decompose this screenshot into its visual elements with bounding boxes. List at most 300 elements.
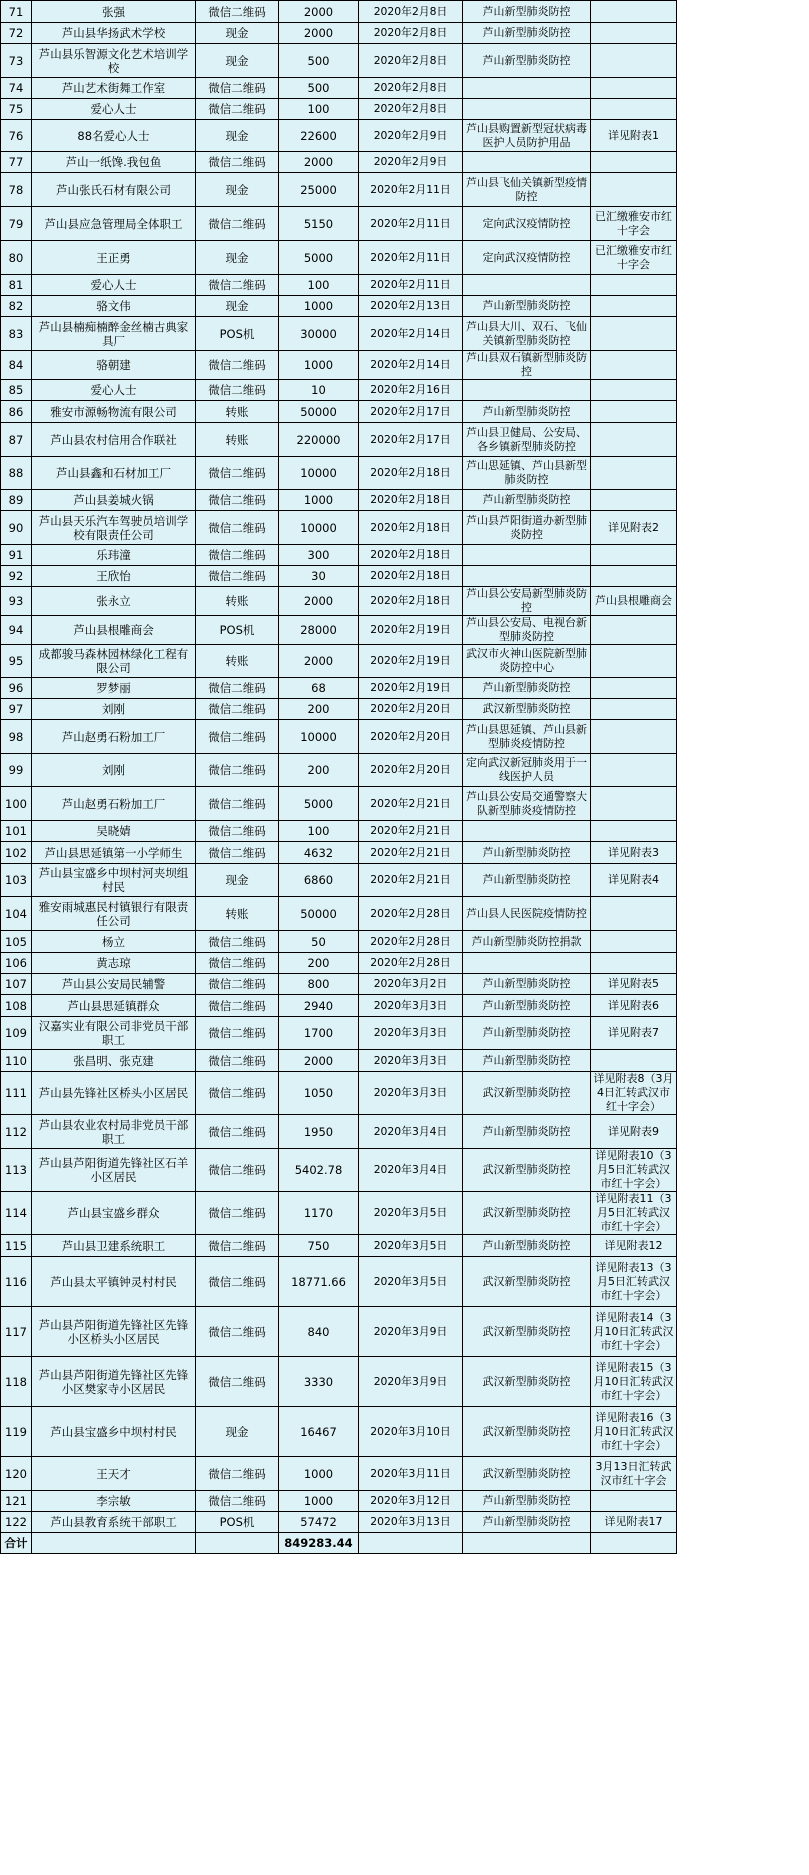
amount-cell: 1950 — [279, 1115, 359, 1149]
remarks-cell — [591, 678, 677, 699]
donor-name-cell: 张强 — [32, 1, 196, 23]
row-number-cell: 112 — [1, 1115, 32, 1149]
donor-name-cell: 刘刚 — [32, 754, 196, 787]
payment-method-cell: 微信二维码 — [196, 545, 279, 566]
amount-cell: 2000 — [279, 1050, 359, 1072]
payment-method-cell: 微信二维码 — [196, 1307, 279, 1357]
row-number-cell: 93 — [1, 587, 32, 616]
donor-name-cell: 芦山县教育系统干部职工 — [32, 1512, 196, 1533]
row-number-cell: 98 — [1, 720, 32, 754]
row-number-cell: 92 — [1, 566, 32, 587]
amount-cell: 5402.78 — [279, 1149, 359, 1192]
table-row — [1, 699, 677, 720]
donor-name-cell: 芦山张氏石材有限公司 — [32, 173, 196, 207]
donor-name-cell: 芦山县芦阳街道先锋社区石羊小区居民 — [32, 1149, 196, 1192]
donor-name-cell: 汉嘉实业有限公司非党员干部职工 — [32, 1017, 196, 1050]
donation-date-cell: 2020年2月9日 — [359, 120, 463, 152]
row-number-cell: 75 — [1, 99, 32, 120]
row-number-cell: 95 — [1, 645, 32, 678]
remarks-cell: 详见附表13（3月5日汇转武汉市红十字会） — [591, 1257, 677, 1307]
table-row — [1, 1050, 677, 1072]
row-number-cell: 121 — [1, 1491, 32, 1512]
donor-name-cell: 爱心人士 — [32, 380, 196, 401]
donation-date-cell: 2020年3月5日 — [359, 1257, 463, 1307]
table-row — [1, 897, 677, 931]
row-number-cell: 106 — [1, 953, 32, 974]
row-number-cell: 78 — [1, 173, 32, 207]
donation-date-cell: 2020年2月18日 — [359, 490, 463, 511]
payment-method-cell: 微信二维码 — [196, 511, 279, 545]
donation-date-cell: 2020年2月18日 — [359, 511, 463, 545]
table-row — [1, 1257, 677, 1307]
row-number-cell: 111 — [1, 1072, 32, 1115]
row-number-cell: 119 — [1, 1407, 32, 1457]
donation-date-cell: 2020年2月21日 — [359, 787, 463, 821]
row-number-cell: 97 — [1, 699, 32, 720]
designated-use-cell: 武汉市火神山医院新型肺炎防控中心 — [463, 645, 591, 678]
designated-use-cell — [463, 99, 591, 120]
table-row — [1, 931, 677, 953]
row-number-cell: 122 — [1, 1512, 32, 1533]
payment-method-cell: 微信二维码 — [196, 457, 279, 490]
payment-method-cell: 现金 — [196, 1407, 279, 1457]
designated-use-cell: 武汉新型肺炎防控 — [463, 1257, 591, 1307]
remarks-cell — [591, 23, 677, 44]
donation-date-cell: 2020年2月17日 — [359, 423, 463, 457]
amount-cell: 1170 — [279, 1192, 359, 1235]
designated-use-cell — [463, 78, 591, 99]
donor-name-cell: 芦山县公安局民辅警 — [32, 974, 196, 995]
donation-date-cell: 2020年2月19日 — [359, 616, 463, 645]
row-number-cell: 88 — [1, 457, 32, 490]
donor-name-cell: 吴晓婧 — [32, 821, 196, 842]
remarks-cell — [591, 401, 677, 423]
remarks-cell: 已汇缴雅安市红十字会 — [591, 241, 677, 275]
donor-name-cell: 芦山赵勇石粉加工厂 — [32, 720, 196, 754]
designated-use-cell: 芦山县飞仙关镇新型疫情防控 — [463, 173, 591, 207]
amount-cell: 2000 — [279, 587, 359, 616]
donor-name-cell: 爱心人士 — [32, 275, 196, 296]
donor-name-cell: 芦山一纸馋.我包鱼 — [32, 152, 196, 173]
amount-cell: 100 — [279, 99, 359, 120]
designated-use-cell: 芦山新型肺炎防控捐款 — [463, 931, 591, 953]
payment-method-cell: POS机 — [196, 616, 279, 645]
row-number-cell: 107 — [1, 974, 32, 995]
payment-method-cell: 转账 — [196, 401, 279, 423]
donation-date-cell: 2020年2月8日 — [359, 99, 463, 120]
donation-date-cell: 2020年3月4日 — [359, 1149, 463, 1192]
remarks-cell — [591, 44, 677, 78]
designated-use-cell: 定向武汉疫情防控 — [463, 207, 591, 241]
amount-cell: 2940 — [279, 995, 359, 1017]
payment-method-cell: 微信二维码 — [196, 152, 279, 173]
row-number-cell: 115 — [1, 1235, 32, 1257]
remarks-cell: 详见附表3 — [591, 842, 677, 864]
amount-cell: 100 — [279, 821, 359, 842]
payment-method-cell: 微信二维码 — [196, 720, 279, 754]
payment-method-cell: 微信二维码 — [196, 821, 279, 842]
remarks-cell: 详见附表10（3月5日汇转武汉市红十字会） — [591, 1149, 677, 1192]
donation-date-cell: 2020年2月28日 — [359, 897, 463, 931]
amount-cell: 1000 — [279, 490, 359, 511]
donor-name-cell: 芦山县农业农村局非党员干部职工 — [32, 1115, 196, 1149]
designated-use-cell: 芦山县人民医院疫情防控 — [463, 897, 591, 931]
donor-name-cell: 爱心人士 — [32, 99, 196, 120]
designated-use-cell — [463, 545, 591, 566]
donation-date-cell: 2020年2月19日 — [359, 678, 463, 699]
remarks-cell — [591, 566, 677, 587]
table-row — [1, 1, 677, 23]
donor-name-cell: 王天才 — [32, 1457, 196, 1491]
row-number-cell: 71 — [1, 1, 32, 23]
donor-name-cell: 雅安雨城惠民村镇银行有限责任公司 — [32, 897, 196, 931]
donor-name-cell: 芦山县宝盛乡群众 — [32, 1192, 196, 1235]
remarks-cell: 详见附表12 — [591, 1235, 677, 1257]
donor-name-cell: 芦山县先锋社区桥头小区居民 — [32, 1072, 196, 1115]
donor-name-cell: 芦山县芦阳街道先锋社区先锋小区桥头小区居民 — [32, 1307, 196, 1357]
donation-date-cell: 2020年2月14日 — [359, 317, 463, 351]
amount-cell: 1000 — [279, 351, 359, 380]
donation-date-cell: 2020年2月21日 — [359, 842, 463, 864]
remarks-cell — [591, 296, 677, 317]
remarks-cell: 详见附表11（3月5日汇转武汉市红十字会） — [591, 1192, 677, 1235]
table-row — [1, 120, 677, 152]
remarks-cell: 详见附表4 — [591, 864, 677, 897]
remarks-cell — [591, 931, 677, 953]
row-number-cell: 102 — [1, 842, 32, 864]
payment-method-cell: 微信二维码 — [196, 275, 279, 296]
amount-cell: 6860 — [279, 864, 359, 897]
remarks-cell — [591, 897, 677, 931]
donor-name-cell: 芦山县宝盛乡中坝村河夹坝组村民 — [32, 864, 196, 897]
payment-method-cell: 现金 — [196, 864, 279, 897]
remarks-cell — [591, 423, 677, 457]
payment-method-cell: 微信二维码 — [196, 566, 279, 587]
table-row — [1, 23, 677, 44]
donor-name-cell: 芦山县芦阳街道先锋社区先锋小区樊家寺小区居民 — [32, 1357, 196, 1407]
payment-method-cell: 现金 — [196, 120, 279, 152]
designated-use-cell: 芦山县公安局交通警察大队新型肺炎疫情防控 — [463, 787, 591, 821]
donation-date-cell: 2020年2月16日 — [359, 380, 463, 401]
remarks-cell: 详见附表7 — [591, 1017, 677, 1050]
payment-method-cell: 微信二维码 — [196, 1357, 279, 1407]
payment-method-cell: 微信二维码 — [196, 995, 279, 1017]
row-number-cell: 118 — [1, 1357, 32, 1407]
donation-date-cell: 2020年2月18日 — [359, 545, 463, 566]
donation-date-cell: 2020年2月8日 — [359, 78, 463, 99]
payment-method-cell: 微信二维码 — [196, 931, 279, 953]
table-row — [1, 173, 677, 207]
row-number-cell: 117 — [1, 1307, 32, 1357]
amount-cell: 200 — [279, 699, 359, 720]
designated-use-cell: 芦山新型肺炎防控 — [463, 1235, 591, 1257]
payment-method-cell: 微信二维码 — [196, 678, 279, 699]
amount-cell: 750 — [279, 1235, 359, 1257]
designated-use-cell: 芦山县大川、双石、飞仙关镇新型肺炎防控 — [463, 317, 591, 351]
amount-cell: 2000 — [279, 23, 359, 44]
donation-date-cell: 2020年3月3日 — [359, 1017, 463, 1050]
donation-date-cell: 2020年2月11日 — [359, 173, 463, 207]
row-number-cell: 91 — [1, 545, 32, 566]
designated-use-cell — [463, 380, 591, 401]
donor-name-cell: 黄志琼 — [32, 953, 196, 974]
payment-method-cell: 转账 — [196, 897, 279, 931]
row-number-cell: 73 — [1, 44, 32, 78]
payment-method-cell: 微信二维码 — [196, 842, 279, 864]
empty-cell — [359, 1533, 463, 1554]
payment-method-cell: 微信二维码 — [196, 1, 279, 23]
remarks-cell — [591, 953, 677, 974]
donor-name-cell: 罗梦丽 — [32, 678, 196, 699]
remarks-cell: 详见附表2 — [591, 511, 677, 545]
remarks-cell — [591, 1050, 677, 1072]
table-row — [1, 616, 677, 645]
payment-method-cell: 微信二维码 — [196, 1149, 279, 1192]
row-number-cell: 81 — [1, 275, 32, 296]
donation-date-cell: 2020年3月9日 — [359, 1307, 463, 1357]
remarks-cell — [591, 380, 677, 401]
table-row — [1, 720, 677, 754]
donor-name-cell: 张永立 — [32, 587, 196, 616]
amount-cell: 16467 — [279, 1407, 359, 1457]
donation-date-cell: 2020年2月11日 — [359, 241, 463, 275]
designated-use-cell: 芦山县公安局新型肺炎防控 — [463, 587, 591, 616]
amount-cell: 500 — [279, 44, 359, 78]
remarks-cell — [591, 275, 677, 296]
donation-date-cell: 2020年2月20日 — [359, 754, 463, 787]
amount-cell: 2000 — [279, 645, 359, 678]
amount-cell: 100 — [279, 275, 359, 296]
amount-cell: 2000 — [279, 152, 359, 173]
donation-date-cell: 2020年2月21日 — [359, 864, 463, 897]
payment-method-cell: 微信二维码 — [196, 953, 279, 974]
table-row — [1, 207, 677, 241]
row-number-cell: 114 — [1, 1192, 32, 1235]
remarks-cell — [591, 317, 677, 351]
donation-date-cell: 2020年2月14日 — [359, 351, 463, 380]
row-number-cell: 110 — [1, 1050, 32, 1072]
amount-cell: 3330 — [279, 1357, 359, 1407]
donation-date-cell: 2020年2月11日 — [359, 275, 463, 296]
payment-method-cell: 现金 — [196, 44, 279, 78]
table-row — [1, 754, 677, 787]
donor-name-cell: 芦山县应急管理局全体职工 — [32, 207, 196, 241]
row-number-cell: 87 — [1, 423, 32, 457]
amount-cell: 50000 — [279, 401, 359, 423]
table-row — [1, 78, 677, 99]
designated-use-cell — [463, 566, 591, 587]
remarks-cell: 详见附表17 — [591, 1512, 677, 1533]
amount-cell: 50 — [279, 931, 359, 953]
remarks-cell — [591, 457, 677, 490]
table-row — [1, 842, 677, 864]
empty-cell — [32, 1533, 196, 1554]
amount-cell: 30000 — [279, 317, 359, 351]
remarks-cell — [591, 699, 677, 720]
row-number-cell: 105 — [1, 931, 32, 953]
payment-method-cell: 微信二维码 — [196, 974, 279, 995]
designated-use-cell: 定向武汉新冠肺炎用于一线医护人员 — [463, 754, 591, 787]
designated-use-cell: 武汉新型肺炎防控 — [463, 699, 591, 720]
remarks-cell — [591, 99, 677, 120]
donation-date-cell: 2020年2月11日 — [359, 207, 463, 241]
payment-method-cell: 微信二维码 — [196, 78, 279, 99]
row-number-cell: 86 — [1, 401, 32, 423]
designated-use-cell: 芦山思延镇、芦山县新型肺炎防控 — [463, 457, 591, 490]
donor-name-cell: 芦山艺术街舞工作室 — [32, 78, 196, 99]
designated-use-cell: 武汉新型肺炎防控 — [463, 1149, 591, 1192]
payment-method-cell: 微信二维码 — [196, 351, 279, 380]
row-number-cell: 94 — [1, 616, 32, 645]
table-row — [1, 678, 677, 699]
payment-method-cell: 转账 — [196, 423, 279, 457]
designated-use-cell: 芦山新型肺炎防控 — [463, 296, 591, 317]
payment-method-cell: 微信二维码 — [196, 1457, 279, 1491]
payment-method-cell: 现金 — [196, 241, 279, 275]
table-row — [1, 152, 677, 173]
payment-method-cell: 微信二维码 — [196, 754, 279, 787]
row-number-cell: 77 — [1, 152, 32, 173]
payment-method-cell: 微信二维码 — [196, 787, 279, 821]
donation-date-cell: 2020年3月3日 — [359, 995, 463, 1017]
row-number-cell: 72 — [1, 23, 32, 44]
donation-date-cell: 2020年2月18日 — [359, 587, 463, 616]
amount-cell: 200 — [279, 953, 359, 974]
remarks-cell — [591, 545, 677, 566]
table-row — [1, 401, 677, 423]
designated-use-cell: 芦山新型肺炎防控 — [463, 44, 591, 78]
donor-name-cell: 芦山县太平镇钟灵村村民 — [32, 1257, 196, 1307]
row-number-cell: 96 — [1, 678, 32, 699]
designated-use-cell — [463, 152, 591, 173]
designated-use-cell: 芦山新型肺炎防控 — [463, 490, 591, 511]
table-row — [1, 490, 677, 511]
table-row — [1, 953, 677, 974]
designated-use-cell: 武汉新型肺炎防控 — [463, 1307, 591, 1357]
donation-date-cell: 2020年2月28日 — [359, 953, 463, 974]
donor-name-cell: 雅安市源畅物流有限公司 — [32, 401, 196, 423]
payment-method-cell: 微信二维码 — [196, 1192, 279, 1235]
donation-date-cell: 2020年2月18日 — [359, 566, 463, 587]
total-amount-cell: 849283.44 — [279, 1533, 359, 1554]
table-row — [1, 864, 677, 897]
row-number-cell: 113 — [1, 1149, 32, 1192]
row-number-cell: 109 — [1, 1017, 32, 1050]
remarks-cell — [591, 720, 677, 754]
table-row — [1, 587, 677, 616]
donation-date-cell: 2020年3月5日 — [359, 1192, 463, 1235]
row-number-cell: 82 — [1, 296, 32, 317]
donation-date-cell: 2020年2月9日 — [359, 152, 463, 173]
table-row — [1, 511, 677, 545]
table-row — [1, 1457, 677, 1491]
amount-cell: 10 — [279, 380, 359, 401]
donation-date-cell: 2020年3月3日 — [359, 1072, 463, 1115]
empty-cell — [196, 1533, 279, 1554]
remarks-cell — [591, 173, 677, 207]
amount-cell: 5150 — [279, 207, 359, 241]
remarks-cell — [591, 1, 677, 23]
table-row — [1, 380, 677, 401]
empty-cell — [463, 1533, 591, 1554]
donation-date-cell: 2020年2月8日 — [359, 23, 463, 44]
designated-use-cell: 芦山新型肺炎防控 — [463, 401, 591, 423]
row-number-cell: 89 — [1, 490, 32, 511]
table-row — [1, 995, 677, 1017]
amount-cell: 200 — [279, 754, 359, 787]
donor-name-cell: 芦山县天乐汽车驾驶员培训学校有限责任公司 — [32, 511, 196, 545]
donation-date-cell: 2020年3月12日 — [359, 1491, 463, 1512]
table-row — [1, 296, 677, 317]
remarks-cell: 芦山县根雕商会 — [591, 587, 677, 616]
amount-cell: 68 — [279, 678, 359, 699]
remarks-cell: 详见附表8（3月4日汇转武汉市红十字会） — [591, 1072, 677, 1115]
table-row — [1, 545, 677, 566]
amount-cell: 10000 — [279, 457, 359, 490]
amount-cell: 1700 — [279, 1017, 359, 1050]
table-row — [1, 974, 677, 995]
amount-cell: 840 — [279, 1307, 359, 1357]
payment-method-cell: POS机 — [196, 1512, 279, 1533]
table-row — [1, 317, 677, 351]
donation-date-cell: 2020年2月8日 — [359, 1, 463, 23]
donor-name-cell: 芦山县乐智源文化艺术培训学校 — [32, 44, 196, 78]
designated-use-cell: 武汉新型肺炎防控 — [463, 1407, 591, 1457]
donation-date-cell: 2020年2月21日 — [359, 821, 463, 842]
table-row — [1, 1235, 677, 1257]
amount-cell: 1000 — [279, 296, 359, 317]
donation-date-cell: 2020年2月20日 — [359, 699, 463, 720]
designated-use-cell: 芦山县芦阳街道办新型肺炎防控 — [463, 511, 591, 545]
amount-cell: 800 — [279, 974, 359, 995]
table-row — [1, 1512, 677, 1533]
row-number-cell: 99 — [1, 754, 32, 787]
payment-method-cell: POS机 — [196, 317, 279, 351]
amount-cell: 5000 — [279, 241, 359, 275]
row-number-cell: 90 — [1, 511, 32, 545]
donor-name-cell: 王欣怡 — [32, 566, 196, 587]
remarks-cell — [591, 78, 677, 99]
designated-use-cell: 武汉新型肺炎防控 — [463, 1072, 591, 1115]
payment-method-cell: 现金 — [196, 296, 279, 317]
total-row — [1, 1533, 677, 1554]
remarks-cell — [591, 490, 677, 511]
remarks-cell — [591, 645, 677, 678]
remarks-cell: 详见附表15（3月10日汇转武汉市红十字会） — [591, 1357, 677, 1407]
payment-method-cell: 现金 — [196, 23, 279, 44]
designated-use-cell: 芦山新型肺炎防控 — [463, 864, 591, 897]
remarks-cell: 3月13日汇转武汉市红十字会 — [591, 1457, 677, 1491]
payment-method-cell: 微信二维码 — [196, 99, 279, 120]
table-row — [1, 351, 677, 380]
payment-method-cell: 微信二维码 — [196, 1257, 279, 1307]
amount-cell: 22600 — [279, 120, 359, 152]
designated-use-cell: 芦山新型肺炎防控 — [463, 23, 591, 44]
table-row — [1, 1149, 677, 1192]
donation-date-cell: 2020年3月9日 — [359, 1357, 463, 1407]
table-row — [1, 787, 677, 821]
donation-date-cell: 2020年2月20日 — [359, 720, 463, 754]
row-number-cell: 116 — [1, 1257, 32, 1307]
remarks-cell: 详见附表6 — [591, 995, 677, 1017]
row-number-cell: 103 — [1, 864, 32, 897]
designated-use-cell: 芦山新型肺炎防控 — [463, 1512, 591, 1533]
amount-cell: 220000 — [279, 423, 359, 457]
donor-name-cell: 芦山县根雕商会 — [32, 616, 196, 645]
remarks-cell — [591, 1491, 677, 1512]
payment-method-cell: 现金 — [196, 173, 279, 207]
payment-method-cell: 微信二维码 — [196, 1050, 279, 1072]
